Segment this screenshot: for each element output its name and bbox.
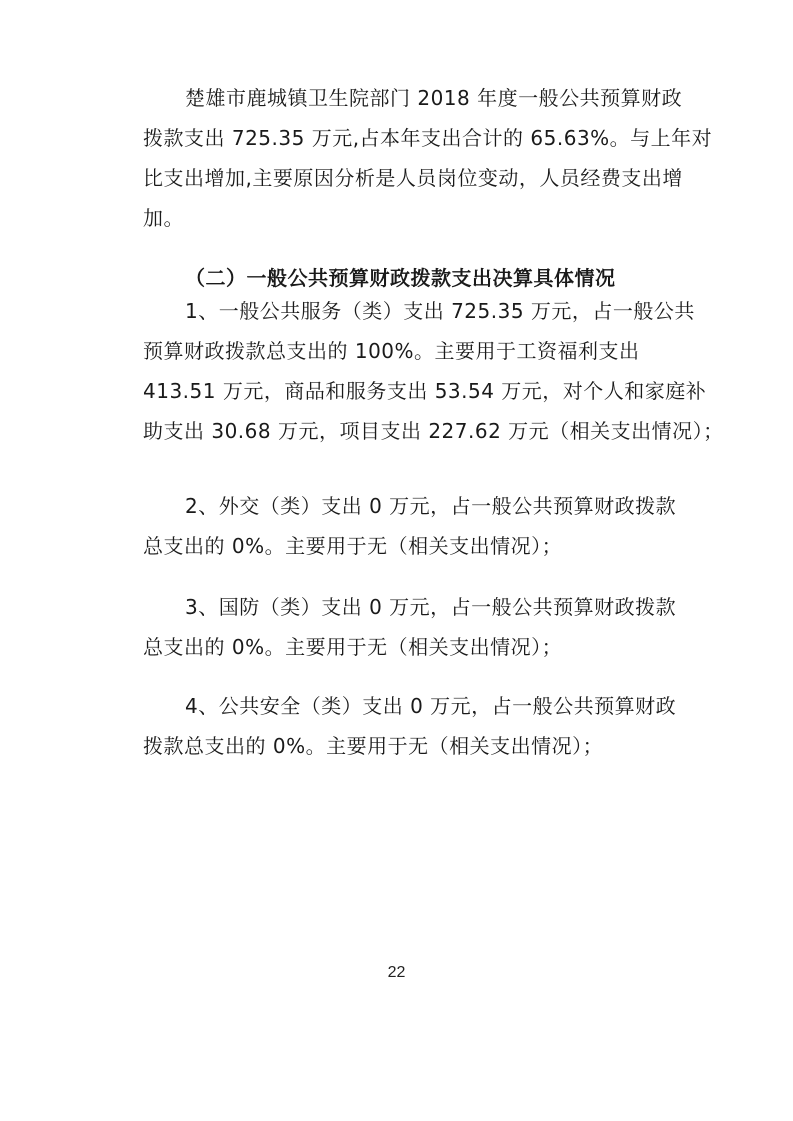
text-line: 加。 (143, 206, 184, 230)
text-line: 楚雄市鹿城镇卫生院部门 2018 年度一般公共预算财政 (185, 86, 683, 110)
text-line: 413.51 万元，商品和服务支出 53.54 万元，对个人和家庭补 (143, 379, 707, 403)
item-paragraph-4 (143, 686, 703, 766)
text-line: 总支出的 0%。主要用于无（相关支出情况）； (143, 534, 563, 558)
text-line: 拨款支出 725.35 万元,占本年支出合计的 65.63%。与上年对 (143, 126, 713, 150)
item-paragraph-1 (143, 291, 724, 451)
intro-paragraph (143, 78, 713, 238)
text-line: 3、国防（类）支出 0 万元，占一般公共预算财政拨款 (185, 595, 677, 619)
text-line: 预算财政拨款总支出的 100%。主要用于工资福利支出 (143, 339, 640, 363)
text-line: 比支出增加,主要原因分析是人员岗位变动，人员经费支出增 (143, 166, 683, 190)
text-line: 4、公共安全（类）支出 0 万元，占一般公共预算财政 (185, 694, 677, 718)
text-line: 助支出 30.68 万元，项目支出 227.62 万元（相关支出情况）； (143, 419, 724, 443)
text-line: 总支出的 0%。主要用于无（相关支出情况）； (143, 635, 563, 659)
section-heading: （二）一般公共预算财政拨款支出决算具体情况 (185, 266, 616, 290)
item-paragraph-2 (143, 486, 703, 566)
item-paragraph-3 (143, 587, 703, 667)
text-line: 2、外交（类）支出 0 万元，占一般公共预算财政拨款 (185, 494, 677, 518)
text-line: 拨款总支出的 0%。主要用于无（相关支出情况）； (143, 734, 604, 758)
page-number: 22 (387, 964, 406, 981)
text-line: 1、一般公共服务（类）支出 725.35 万元，占一般公共 (185, 299, 695, 323)
